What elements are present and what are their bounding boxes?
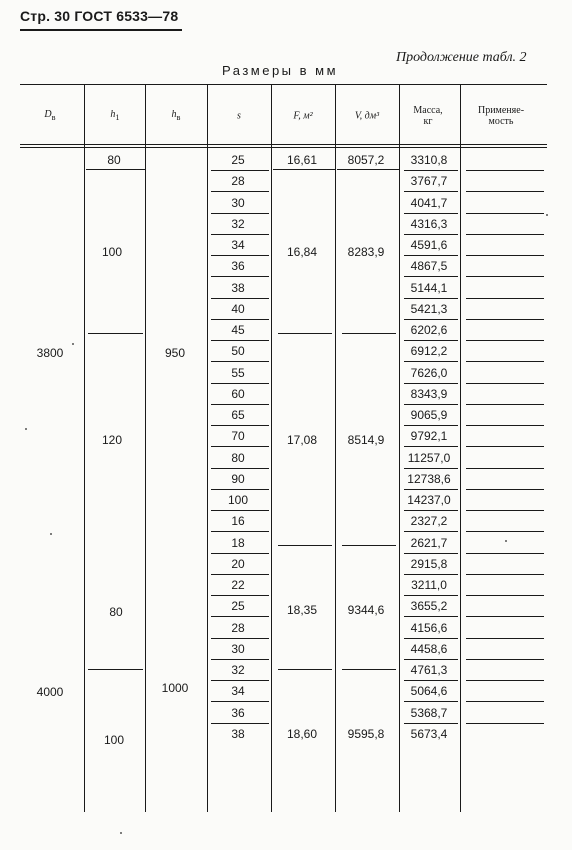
f-value: 16,61	[286, 153, 318, 167]
row-rule	[404, 298, 458, 299]
col-header-dv: $D_в$	[44, 109, 56, 122]
scan-speck	[72, 343, 74, 345]
mass-value: 4316,3	[410, 216, 448, 231]
row-rule	[404, 255, 458, 256]
group-rule	[273, 169, 335, 170]
s-value: 32	[231, 663, 245, 677]
v-value: 8514,9	[347, 433, 385, 447]
row-rule	[404, 319, 458, 320]
s-value: 40	[231, 301, 245, 316]
scan-speck	[546, 214, 548, 216]
col-rule	[399, 84, 400, 812]
row-rule	[466, 680, 544, 681]
s-value: 36	[231, 705, 245, 720]
mass-value: 6202,6	[410, 323, 448, 337]
mass-value: 5421,3	[410, 301, 448, 316]
row-rule	[466, 723, 544, 724]
mass-value: 2915,8	[410, 556, 448, 571]
mass-value: 4458,6	[410, 641, 448, 656]
row-rule	[404, 170, 458, 171]
s-value: 36	[231, 259, 245, 274]
col-header-mass: Масса, кг	[413, 105, 443, 127]
group-rule	[278, 545, 332, 546]
mass-value: 11257,0	[407, 450, 451, 465]
scan-speck	[25, 428, 27, 430]
mass-value: 6912,2	[410, 344, 448, 359]
row-rule	[211, 276, 269, 277]
h1-value: 80	[107, 153, 121, 167]
s-value: 30	[231, 195, 245, 210]
row-rule	[211, 298, 269, 299]
hv-value: 1000	[161, 681, 189, 695]
row-rule	[211, 680, 269, 681]
mass-value: 5144,1	[410, 280, 448, 295]
s-value: 34	[231, 238, 245, 252]
row-rule	[404, 574, 458, 575]
row-rule	[466, 213, 544, 214]
row-rule	[404, 510, 458, 511]
scan-speck	[120, 832, 122, 834]
row-rule	[404, 616, 458, 617]
group-rule	[342, 333, 396, 334]
f-value: 17,08	[286, 433, 318, 447]
row-rule	[466, 595, 544, 596]
row-rule	[466, 298, 544, 299]
row-rule	[466, 616, 544, 617]
row-rule	[211, 638, 269, 639]
group-rule	[88, 669, 143, 670]
row-rule	[466, 468, 544, 469]
row-rule	[466, 489, 544, 490]
col-header-hv: $h_в$	[171, 109, 181, 122]
row-rule	[211, 191, 269, 192]
s-value: 32	[231, 216, 245, 231]
s-value: 50	[231, 344, 245, 359]
row-rule	[466, 659, 544, 660]
row-rule	[404, 361, 458, 362]
f-value: 16,84	[286, 245, 318, 259]
col-header-h1: $h_1$	[110, 109, 120, 122]
col-header-f: F, м²	[293, 110, 313, 122]
dv-value: 4000	[36, 685, 64, 699]
col-header-s: s	[237, 110, 241, 122]
hv-value: 950	[164, 346, 186, 360]
s-value: 100	[227, 493, 249, 507]
mass-value: 4591,6	[410, 238, 448, 252]
row-rule	[466, 383, 544, 384]
s-value: 70	[231, 429, 245, 444]
dv-value: 3800	[36, 346, 64, 360]
row-rule	[404, 340, 458, 341]
s-value: 90	[231, 471, 245, 486]
row-rule	[404, 446, 458, 447]
row-rule	[466, 191, 544, 192]
group-rule	[278, 669, 332, 670]
row-rule	[404, 276, 458, 277]
row-rule	[211, 553, 269, 554]
s-value: 25	[231, 153, 245, 167]
s-value: 80	[231, 450, 245, 465]
v-value: 9344,6	[347, 603, 385, 617]
header-rule	[20, 29, 182, 31]
row-rule	[211, 255, 269, 256]
row-rule	[466, 404, 544, 405]
mass-value: 4041,7	[410, 195, 448, 210]
row-rule	[404, 595, 458, 596]
row-rule	[466, 701, 544, 702]
s-value: 38	[231, 726, 245, 741]
scan-speck	[505, 540, 507, 542]
mass-value: 3655,2	[410, 599, 448, 614]
row-rule	[211, 701, 269, 702]
s-value: 22	[231, 578, 245, 592]
h1-value: 100	[101, 245, 123, 259]
row-rule	[211, 489, 269, 490]
s-value: 18	[231, 535, 245, 550]
mass-value: 3211,0	[411, 578, 447, 592]
row-rule	[466, 446, 544, 447]
row-rule	[404, 531, 458, 532]
row-rule	[466, 425, 544, 426]
group-rule	[86, 169, 145, 170]
row-rule	[466, 234, 544, 235]
table-units-caption: Размеры в мм	[222, 63, 339, 78]
col-rule	[460, 84, 461, 812]
mass-value: 2621,7	[410, 535, 448, 550]
row-rule	[466, 340, 544, 341]
h1-value: 100	[103, 733, 125, 747]
v-value: 9595,8	[347, 727, 385, 741]
mass-value: 9065,9	[410, 408, 448, 422]
row-rule	[211, 531, 269, 532]
s-value: 60	[231, 386, 245, 401]
row-rule	[211, 446, 269, 447]
mass-value: 5673,4	[410, 726, 448, 741]
f-value: 18,60	[286, 727, 318, 741]
header-bottom-rule-2	[20, 147, 547, 148]
row-rule	[466, 276, 544, 277]
table-continuation-label: Продолжение табл. 2	[396, 50, 527, 65]
v-value: 8283,9	[347, 245, 385, 259]
row-rule	[211, 510, 269, 511]
mass-value: 2327,2	[410, 514, 448, 529]
col-rule	[84, 84, 85, 812]
row-rule	[404, 680, 458, 681]
mass-value: 3310,8	[410, 153, 448, 167]
table-top-rule	[20, 84, 547, 85]
row-rule	[404, 489, 458, 490]
s-value: 28	[231, 174, 245, 189]
row-rule	[466, 319, 544, 320]
mass-value: 4156,6	[410, 620, 448, 635]
s-value: 45	[231, 323, 245, 337]
col-rule	[271, 84, 272, 812]
s-value: 55	[231, 365, 245, 380]
row-rule	[404, 213, 458, 214]
row-rule	[211, 574, 269, 575]
v-value: 8057,2	[347, 153, 385, 167]
group-rule	[342, 545, 396, 546]
row-rule	[211, 595, 269, 596]
mass-value: 9792,1	[410, 429, 448, 444]
s-value: 25	[231, 599, 245, 614]
s-value: 28	[231, 620, 245, 635]
row-rule	[211, 723, 269, 724]
row-rule	[404, 383, 458, 384]
row-rule	[211, 616, 269, 617]
scan-speck	[50, 533, 52, 535]
row-rule	[211, 170, 269, 171]
row-rule	[466, 170, 544, 171]
row-rule	[211, 468, 269, 469]
row-rule	[404, 553, 458, 554]
col-header-v: V, дм³	[354, 110, 380, 122]
row-rule	[404, 404, 458, 405]
col-header-applicability: Применяе- мость	[477, 105, 525, 127]
row-rule	[211, 404, 269, 405]
h1-value: 120	[101, 433, 123, 447]
s-value: 20	[231, 556, 245, 571]
row-rule	[466, 255, 544, 256]
group-rule	[278, 333, 332, 334]
row-rule	[211, 340, 269, 341]
s-value: 16	[231, 514, 245, 529]
f-value: 18,35	[286, 603, 318, 617]
row-rule	[404, 638, 458, 639]
row-rule	[404, 191, 458, 192]
row-rule	[404, 425, 458, 426]
row-rule	[211, 234, 269, 235]
col-rule	[145, 84, 146, 812]
page-header: Стр. 30 ГОСТ 6533—78	[20, 8, 179, 24]
row-rule	[466, 638, 544, 639]
row-rule	[211, 383, 269, 384]
row-rule	[466, 553, 544, 554]
s-value: 34	[231, 684, 245, 699]
row-rule	[466, 574, 544, 575]
mass-value: 12738,6	[407, 471, 451, 486]
row-rule	[211, 213, 269, 214]
row-rule	[404, 234, 458, 235]
mass-value: 8343,9	[410, 386, 448, 401]
mass-value: 14237,0	[407, 493, 451, 507]
mass-value: 7626,0	[410, 365, 448, 380]
row-rule	[211, 319, 269, 320]
row-rule	[404, 468, 458, 469]
mass-value: 4761,3	[410, 663, 448, 677]
row-rule	[404, 701, 458, 702]
mass-value: 3767,7	[410, 174, 448, 189]
col-rule	[207, 84, 208, 812]
row-rule	[404, 659, 458, 660]
group-rule	[337, 169, 399, 170]
row-rule	[466, 531, 544, 532]
s-value: 38	[231, 280, 245, 295]
row-rule	[211, 361, 269, 362]
group-rule	[342, 669, 396, 670]
s-value: 30	[231, 641, 245, 656]
group-rule	[88, 333, 143, 334]
h1-value: 80	[109, 605, 123, 619]
s-value: 65	[231, 408, 245, 422]
header-bottom-rule	[20, 144, 547, 145]
row-rule	[211, 659, 269, 660]
col-rule	[335, 84, 336, 812]
mass-value: 5368,7	[410, 705, 448, 720]
mass-value: 4867,5	[410, 259, 448, 274]
row-rule	[211, 425, 269, 426]
row-rule	[466, 361, 544, 362]
row-rule	[404, 723, 458, 724]
row-rule	[466, 510, 544, 511]
mass-value: 5064,6	[410, 684, 448, 699]
